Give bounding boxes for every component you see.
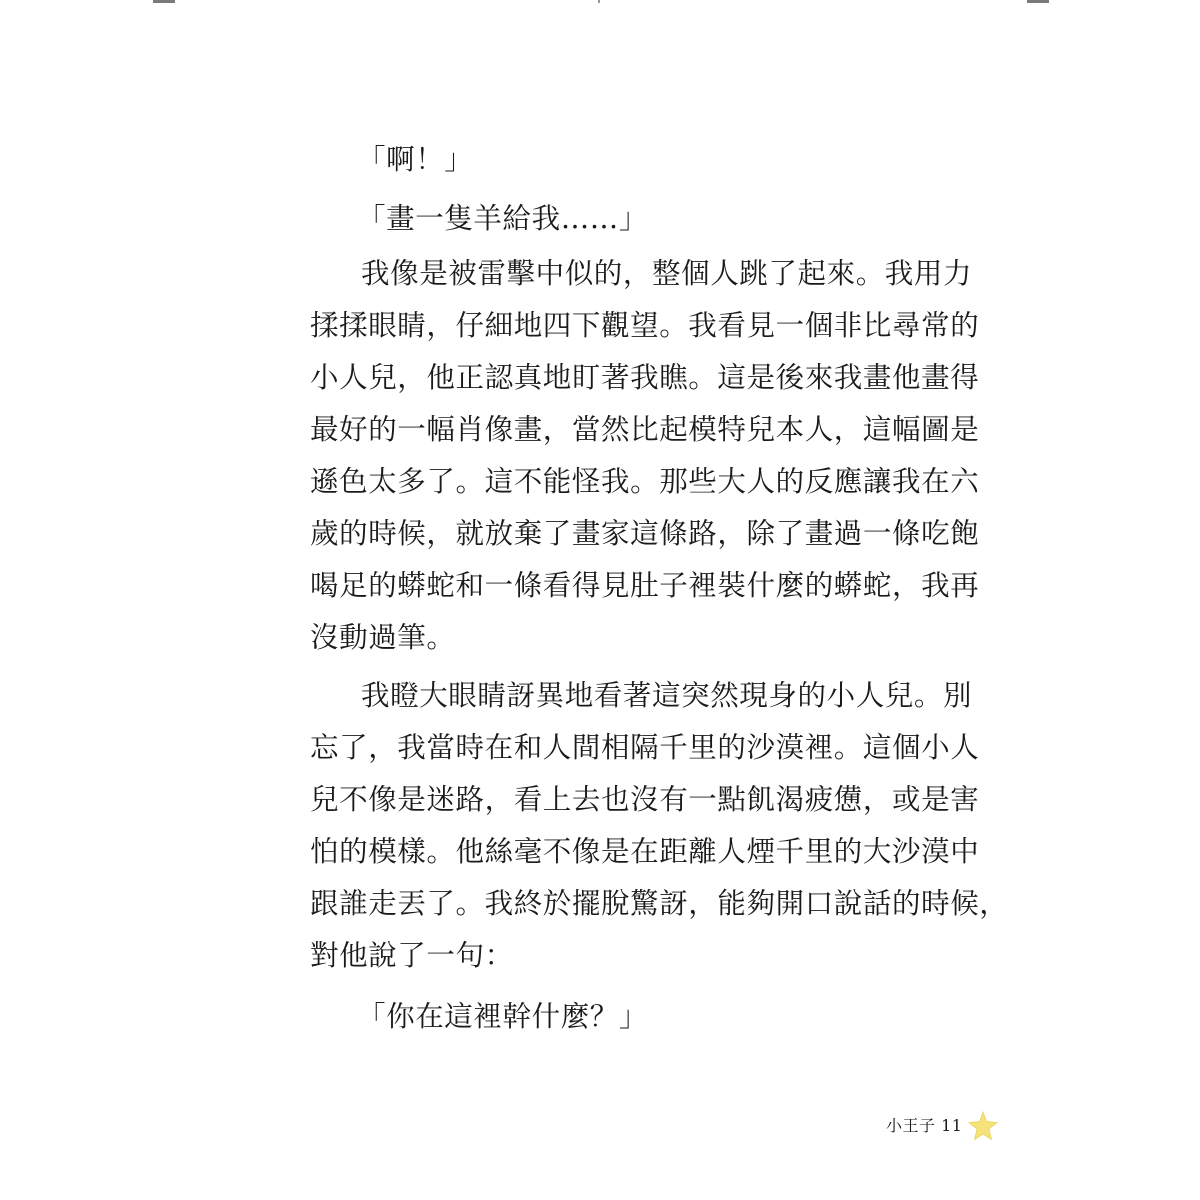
paragraph-line: 忘了，我當時在和人間相隔千里的沙漠裡。這個小人 — [310, 731, 980, 764]
body-text — [310, 131, 1009, 1047]
dialogue-line: 「畫一隻羊給我……」 — [357, 201, 649, 235]
paragraph-line: 遜色太多了。這不能怪我。那些大人的反應讓我在六 — [310, 465, 980, 498]
crop-mark-center — [598, 0, 600, 3]
paragraph-line: 揉揉眼睛，仔細地四下觀望。我看見一個非比尋常的 — [310, 309, 980, 342]
paragraph-line: 小人兒，他正認真地盯著我瞧。這是後來我畫他畫得 — [310, 361, 980, 394]
dialogue-line: 「啊！」 — [357, 143, 474, 176]
paragraph-line: 歲的時候，就放棄了畫家這條路，除了畫過一條吃飽 — [310, 517, 980, 550]
page-footer — [886, 1110, 1000, 1142]
paragraph-line: 我像是被雷擊中似的，整個人跳了起來。我用力 — [361, 257, 973, 290]
star-icon — [966, 1110, 1000, 1142]
crop-mark-left — [153, 0, 175, 3]
paragraph-line: 我瞪大眼睛訝異地看著這突然現身的小人兒。別 — [361, 679, 973, 712]
paragraph-line: 最好的一幅肖像畫，當然比起模特兒本人，這幅圖是 — [310, 413, 980, 446]
paragraph-line: 對他說了一句： — [310, 939, 514, 972]
crop-mark-right — [1027, 0, 1049, 3]
page-number-label: 小王子 11 — [886, 1116, 963, 1135]
dialogue-line: 「你在這裡幹什麼？」 — [357, 1000, 649, 1033]
paragraph-line: 跟誰走丟了。我終於擺脫驚訝，能夠開口說話的時候， — [310, 887, 1009, 920]
paragraph-line: 喝足的蟒蛇和一條看得見肚子裡裝什麼的蟒蛇，我再 — [310, 569, 980, 602]
paragraph-line: 沒動過筆。 — [310, 621, 456, 654]
paragraph-line: 怕的模樣。他絲毫不像是在距離人煙千里的大沙漠中 — [310, 835, 980, 868]
paragraph-line: 兒不像是迷路，看上去也沒有一點飢渴疲憊，或是害 — [310, 783, 980, 816]
